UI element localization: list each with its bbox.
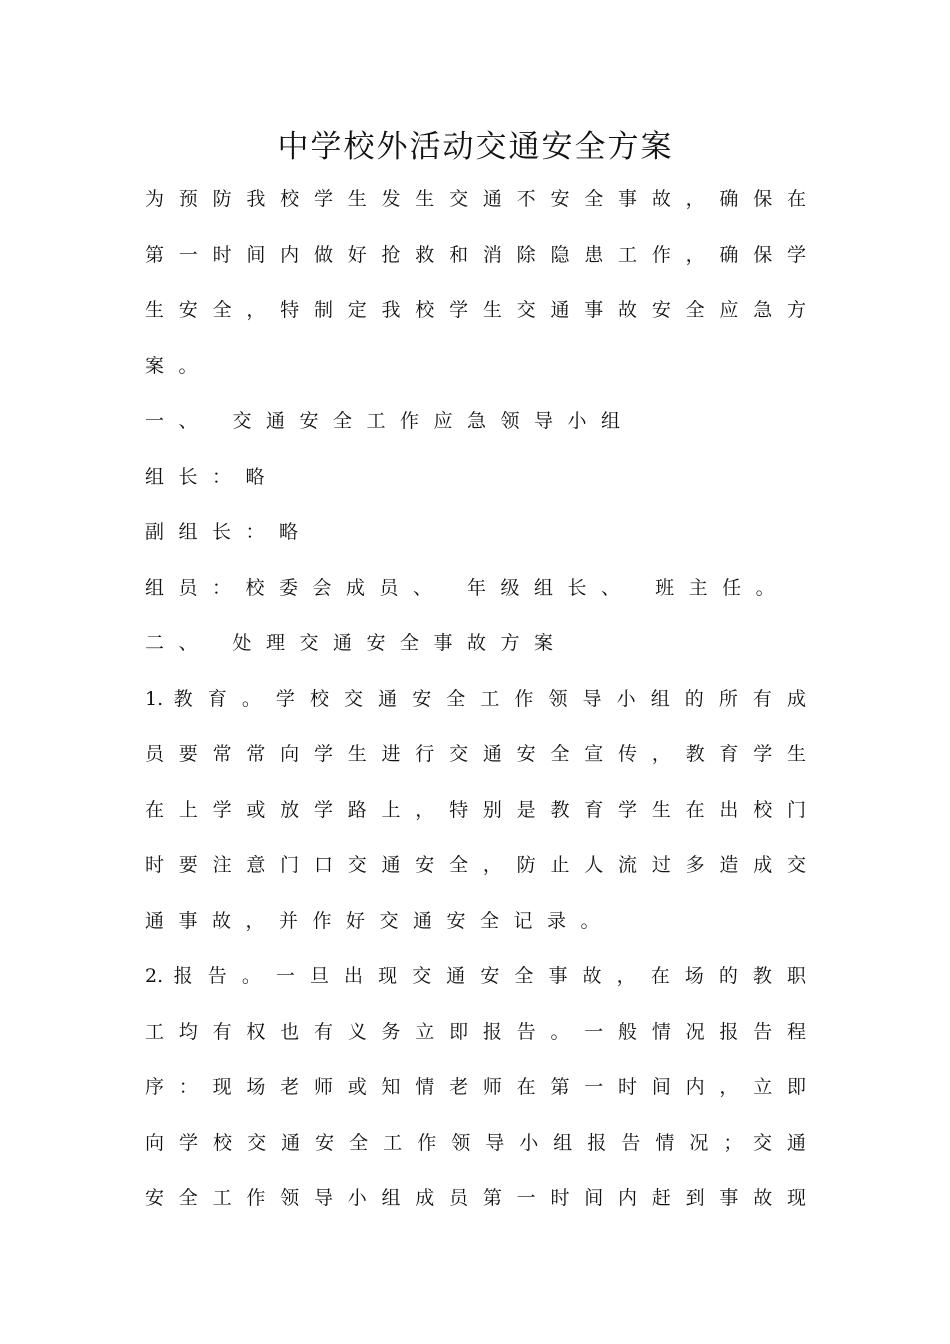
- text-line: 第 一 时 间 内 做 好 抢 救 和 消 除 隐 患 工 作 ， 确 保 学: [145, 243, 806, 266]
- text-line: 2. 报 告 。 一 旦 出 现 交 通 安 全 事 故 ， 在 场 的 教 职: [145, 965, 806, 987]
- text-line: 工 均 有 权 也 有 义 务 立 即 报 告 。 一 般 情 况 报 告 程: [145, 1020, 806, 1043]
- text-line: 二、 处理交通安全事故方案: [145, 632, 568, 654]
- text-line: 员 要 常 常 向 学 生 进 行 交 通 安 全 宣 传 ， 教 育 学 生: [145, 743, 806, 765]
- text-line: 一、 交通安全工作应急领导小组: [145, 410, 635, 432]
- text-line: 通事故，并作好交通安全记录。: [145, 909, 615, 932]
- text-line: 案。: [145, 354, 213, 377]
- text-line: 在 上 学 或 放 学 路 上 ， 特 别 是 教 育 学 生 在 出 校 门: [145, 798, 806, 821]
- text-line: 1. 教 育 。 学 校 交 通 安 全 工 作 领 导 小 组 的 所 有 成: [145, 687, 806, 710]
- text-line: 安 全 工 作 领 导 小 组 成 员 第 一 时 间 内 赶 到 事 故 现: [145, 1187, 806, 1209]
- text-line: 向 学 校 交 通 安 全 工 作 领 导 小 组 报 告 情 况 ； 交 通: [145, 1131, 806, 1154]
- text-line: 序 ： 现 场 老 师 或 知 情 老 师 在 第 一 时 间 内 ， 立 即: [145, 1076, 806, 1098]
- text-line: 为 预 防 我 校 学 生 发 生 交 通 不 安 全 事 故 ， 确 保 在: [145, 188, 806, 210]
- text-line: 副组长：略: [145, 521, 313, 543]
- text-line: 生 安 全 ， 特 制 定 我 校 学 生 交 通 事 故 安 全 应 急 方: [145, 299, 806, 321]
- text-line: 时 要 注 意 门 口 交 通 安 全 ， 防 止 人 流 过 多 造 成 交: [145, 854, 806, 876]
- document-body: [145, 172, 806, 1227]
- text-line: 组长：略: [145, 465, 280, 488]
- text-line: 组员：校委会成员、 年级组长、 班主任。: [145, 576, 790, 599]
- document-title: 中学校外活动交通安全方案: [277, 129, 674, 165]
